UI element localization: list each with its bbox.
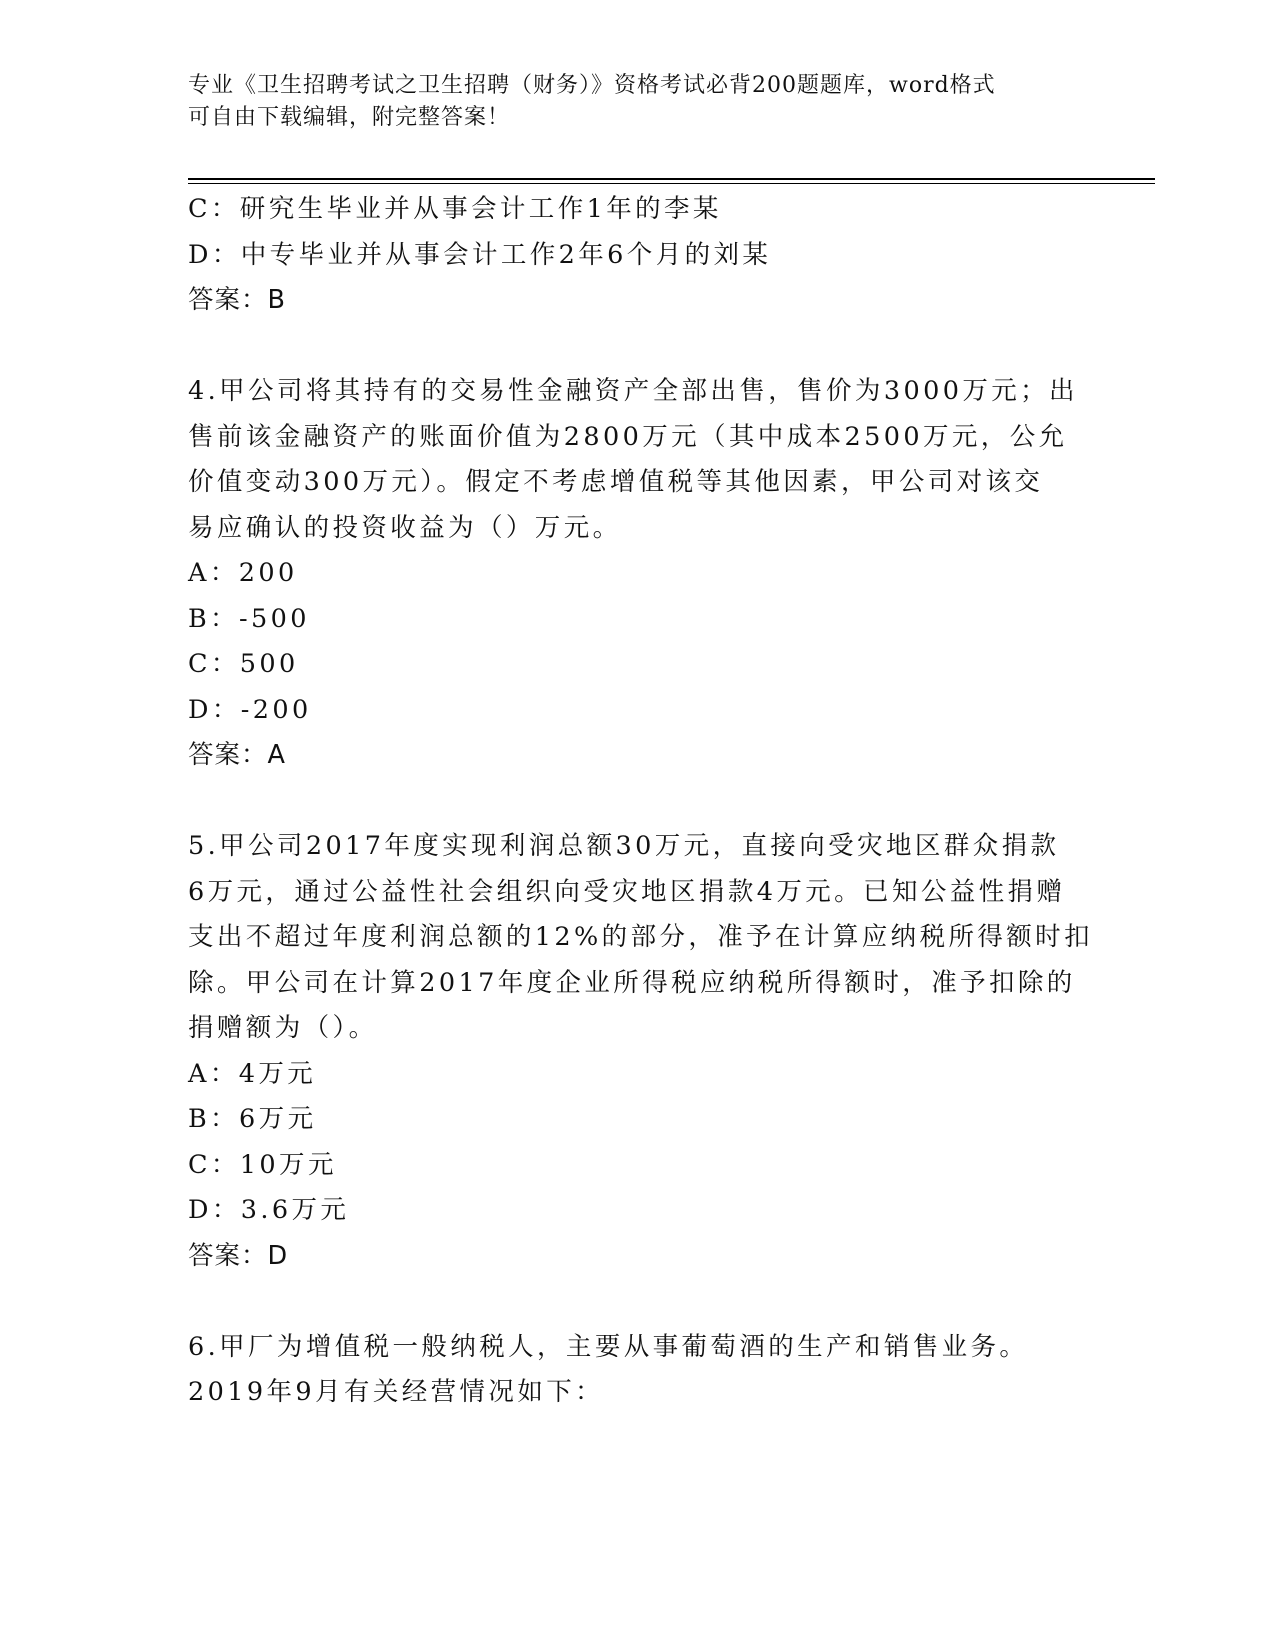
question-stem-line: 捐赠额为（）。: [188, 1013, 378, 1043]
header-divider-thick: [188, 178, 1155, 180]
question-stem-line: 价值变动300万元）。假定不考虑增值税等其他因素，甲公司对该交: [188, 467, 1044, 497]
document-body: [188, 187, 1093, 1416]
question-5: [188, 824, 1093, 1279]
question-stem-line: 除。甲公司在计算2017年度企业所得税应纳税所得额时，准予扣除的: [188, 967, 1076, 998]
question-stem-line: 5.甲公司2017年度实现利润总额30万元，直接向受灾地区群众捐款: [188, 831, 1060, 861]
answer-label: 答案：D: [188, 1240, 289, 1271]
header-title-line2: 可自由下载编辑，附完整答案！: [188, 105, 511, 130]
spacer: [188, 324, 1088, 370]
document-header: [188, 70, 1068, 134]
question-stem-line: 售前该金融资产的账面价值为2800万元（其中成本2500万元，公允: [188, 421, 1068, 452]
option-a: A：4万元: [188, 1058, 317, 1089]
question-3: [188, 187, 1088, 324]
answer-label: 答案：A: [188, 740, 286, 770]
question-stem-line: 4.甲公司将其持有的交易性金融资产全部出售，售价为3000万元；出: [188, 376, 1078, 406]
spacer: [188, 779, 1088, 825]
option-c: C：研究生毕业并从事会计工作1年的李某: [188, 194, 722, 224]
question-4: [188, 369, 1088, 779]
option-c: C：500: [188, 649, 299, 679]
option-d: D：中专毕业并从事会计工作2年6个月的刘某: [188, 239, 772, 270]
header-title-line1: 专业《卫生招聘考试之卫生招聘（财务）》资格考试必背200题题库，word格式: [188, 73, 996, 98]
question-stem-line: 支出不超过年度利润总额的12%的部分，准予在计算应纳税所得额时扣: [188, 922, 1093, 952]
option-c: C：10万元: [188, 1149, 337, 1180]
question-6: [188, 1325, 1088, 1416]
header-divider-thin: [188, 183, 1155, 184]
answer-label: 答案：B: [188, 285, 286, 315]
spacer: [188, 1279, 1088, 1325]
option-d: D：-200: [188, 694, 312, 725]
option-d: D：3.6万元: [188, 1195, 350, 1225]
question-stem-line: 6.甲厂为增值税一般纳税人，主要从事葡萄酒的生产和销售业务。: [188, 1331, 1029, 1362]
option-b: B：6万元: [188, 1104, 317, 1134]
question-stem-line: 易应确认的投资收益为（）万元。: [188, 512, 622, 543]
question-stem-line: 2019年9月有关经营情况如下：: [188, 1377, 605, 1407]
question-stem-line: 6万元，通过公益性社会组织向受灾地区捐款4万元。已知公益性捐赠: [188, 876, 1066, 907]
option-b: B：-500: [188, 603, 310, 634]
option-a: A：200: [188, 558, 298, 588]
